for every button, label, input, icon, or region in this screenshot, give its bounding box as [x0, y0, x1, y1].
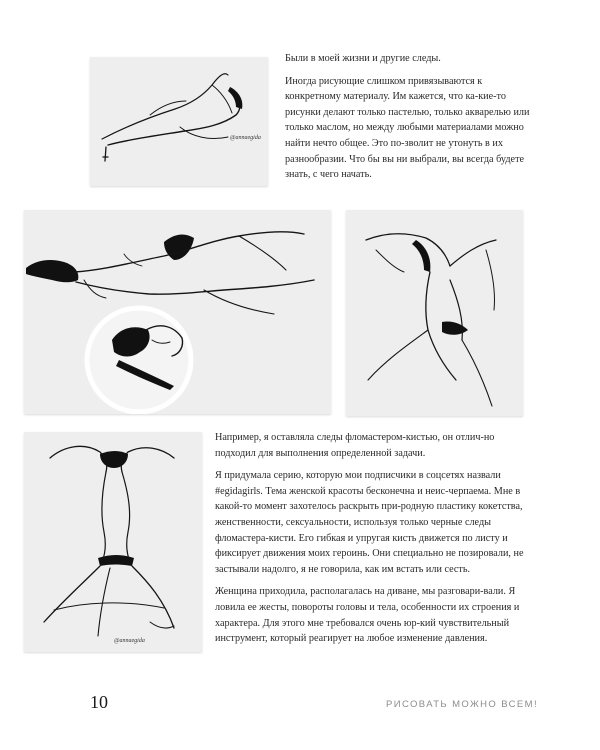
running-title: РИСОВАТЬ МОЖНО ВСЕМ! — [386, 699, 539, 710]
ink-drawing — [346, 210, 523, 416]
ink-drawing — [24, 432, 202, 652]
sketch-dancer-figure — [24, 432, 202, 652]
paragraph: Например, я оставляла следы фломастером-кистью, он отлич-но подходил для выполнения определенной задачи. — [215, 432, 495, 459]
zoom-circle — [87, 308, 191, 412]
paragraph: Иногда рисующие слишком привязываются к конкретному материалу. Им кажется, что ка-кие-то рисунки делают только пастелью, только акварелью или только маслом, но между любыми материалами можно найти нечто общее. Это по-зволит не утонуть в их разнообразии. Что бы вы ни выбрали, вы всегда будете знать, с чего начать. — [285, 75, 530, 181]
paragraph: Я придумала серию, которую мои подписчики в соцсетях назвали #egidagirls. Тема женской красоты бесконечна и неис-черпаема. Мне в какой-то момент захотелось раскрыть при-родную пластику кокетства, женственности, сексуальности, используя только черные следы фломастера-кисти. Его гибкая и упругая кисть движется по листу и фиксирует движения моих героинь. Они специально не позировали, не застывали надолго, я не говорила, как им встать или сесть. — [215, 470, 524, 575]
page-number: 10 — [90, 692, 108, 712]
sketch-signature: @annaegida — [230, 135, 261, 141]
sketch-standing-figure — [346, 210, 523, 416]
ink-drawing — [24, 210, 331, 414]
sketch-reclining-figure-large — [24, 210, 331, 414]
bottom-text-column — [215, 430, 533, 654]
sketch-reclining-figure-small — [90, 57, 268, 186]
ink-drawing — [90, 57, 268, 186]
paragraph: Были в моей жизни и другие следы. — [285, 53, 441, 64]
top-text-column — [285, 51, 535, 190]
sketch-signature: @annaegida — [114, 638, 145, 644]
paragraph: Женщина приходила, располагалась на диване, мы разговари-вали. Я ловила ее жесты, повороты головы и тела, особенности их строения и характера. Для этого мне требовался очень юр-кий чувствительный инструмент, который реагирует на любое изменение давления. — [215, 586, 520, 645]
